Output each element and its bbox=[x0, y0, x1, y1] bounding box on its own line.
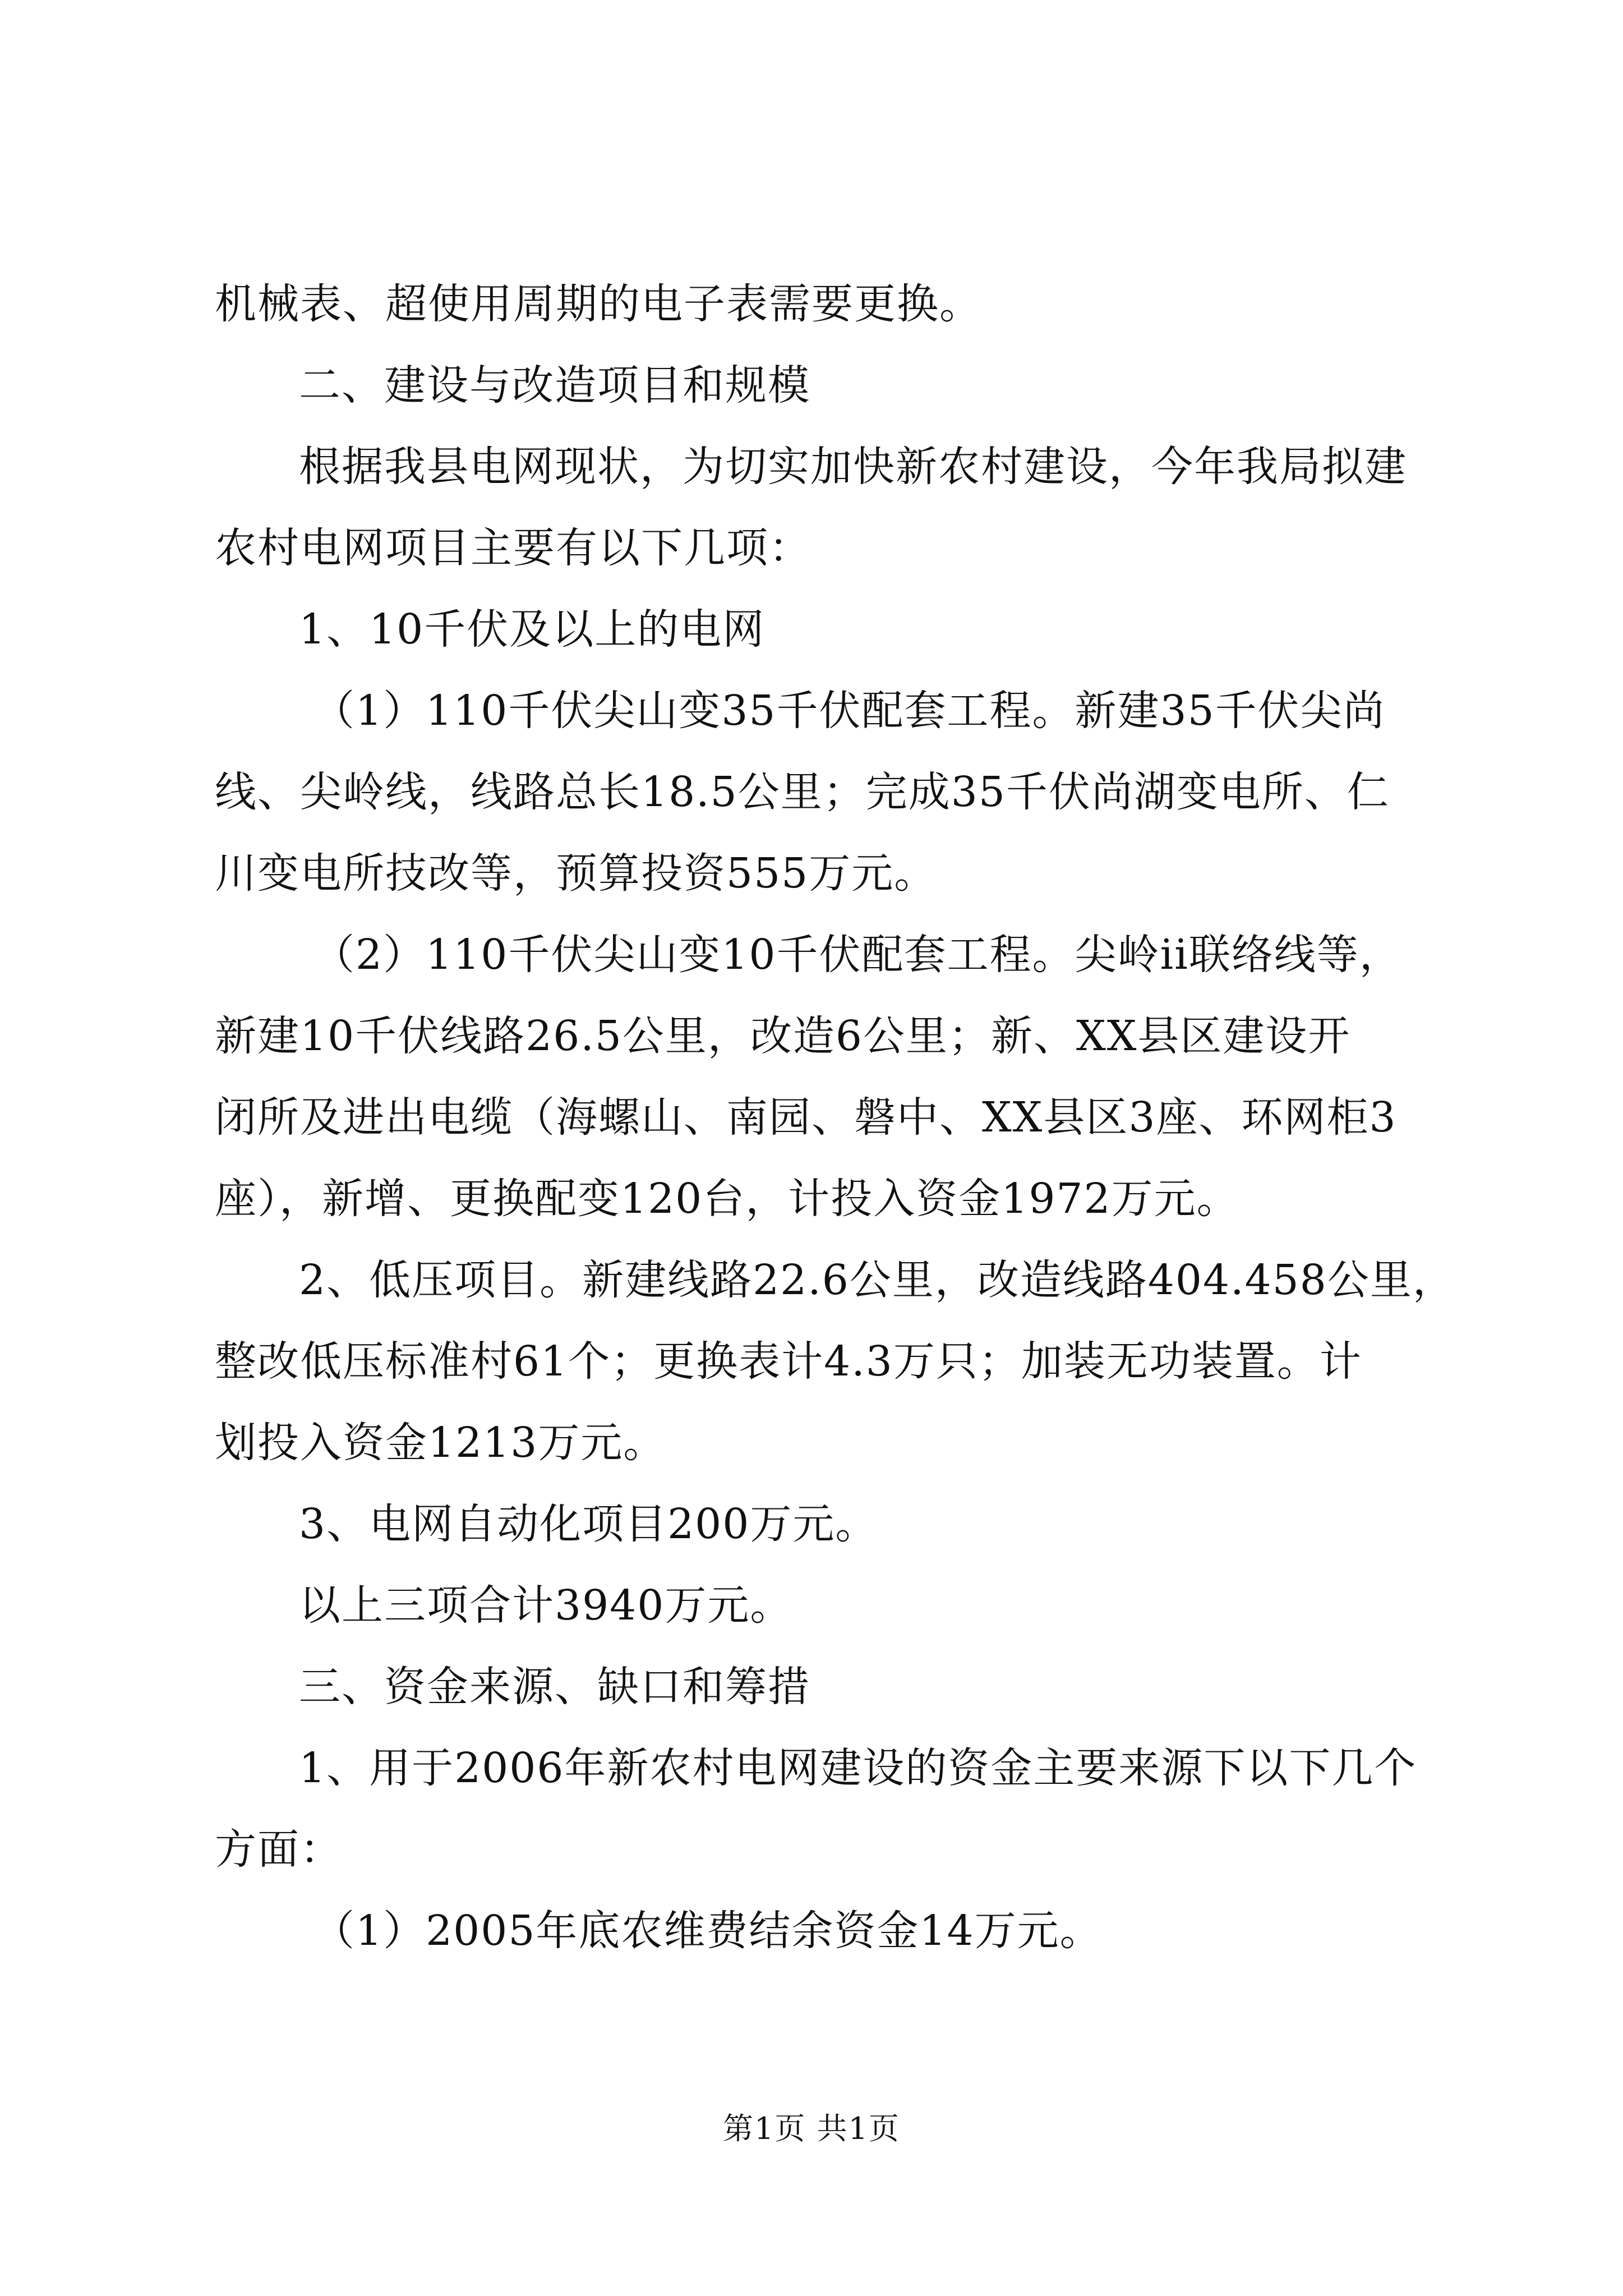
section-heading: 三、资金来源、缺口和筹措 bbox=[299, 1663, 810, 1711]
text-line: 川变电所技改等，预算投资555万元。 bbox=[215, 849, 937, 898]
text-line: （2）110千伏尖山变10千伏配套工程。尖岭ii联络线等， bbox=[313, 931, 1402, 979]
page-footer: 第1页 共1页 bbox=[723, 2111, 900, 2146]
text-line: （1）2005年底农维费结余资金14万元。 bbox=[313, 1907, 1103, 1955]
text-line: 座），新增、更换配变120台，计投入资金1972万元。 bbox=[215, 1175, 1239, 1223]
text-line: 1、用于2006年新农村电网建设的资金主要来源下以下几个 bbox=[299, 1744, 1417, 1792]
text-line: 根据我县电网现状，为切实加快新农村建设，今年我局拟建 bbox=[299, 443, 1407, 491]
text-line: 方面： bbox=[215, 1825, 343, 1874]
document-body bbox=[215, 264, 1455, 1972]
text-line: 划投入资金1213万元。 bbox=[215, 1419, 666, 1467]
text-line: 2、低压项目。新建线路22.6公里，改造线路404.458公里， bbox=[299, 1256, 1455, 1304]
text-line: 机械表、超使用周期的电子表需要更换。 bbox=[215, 280, 982, 328]
text-line: 闭所及进出电缆（海螺山、南园、磐中、XX县区3座、环网柜3 bbox=[215, 1093, 1397, 1142]
text-line: 新建10千伏线路26.5公里，改造6公里；新、XX县区建设开 bbox=[215, 1012, 1351, 1060]
text-line: 以上三项合计3940万元。 bbox=[299, 1581, 793, 1630]
text-line: 线、尖岭线，线路总长18.5公里；完成35千伏尚湖变电所、仁 bbox=[215, 768, 1390, 816]
text-line: 农村电网项目主要有以下几项： bbox=[215, 524, 811, 572]
section-heading: 二、建设与改造项目和规模 bbox=[299, 361, 810, 409]
list-item-heading: 1、10千伏及以上的电网 bbox=[299, 605, 766, 654]
text-line: （1）110千伏尖山变35千伏配套工程。新建35千伏尖尚 bbox=[313, 687, 1386, 735]
text-line: 3、电网自动化项目200万元。 bbox=[299, 1500, 878, 1548]
text-line: 整改低压标准村61个；更换表计4.3万只；加装无功装置。计 bbox=[215, 1337, 1362, 1386]
